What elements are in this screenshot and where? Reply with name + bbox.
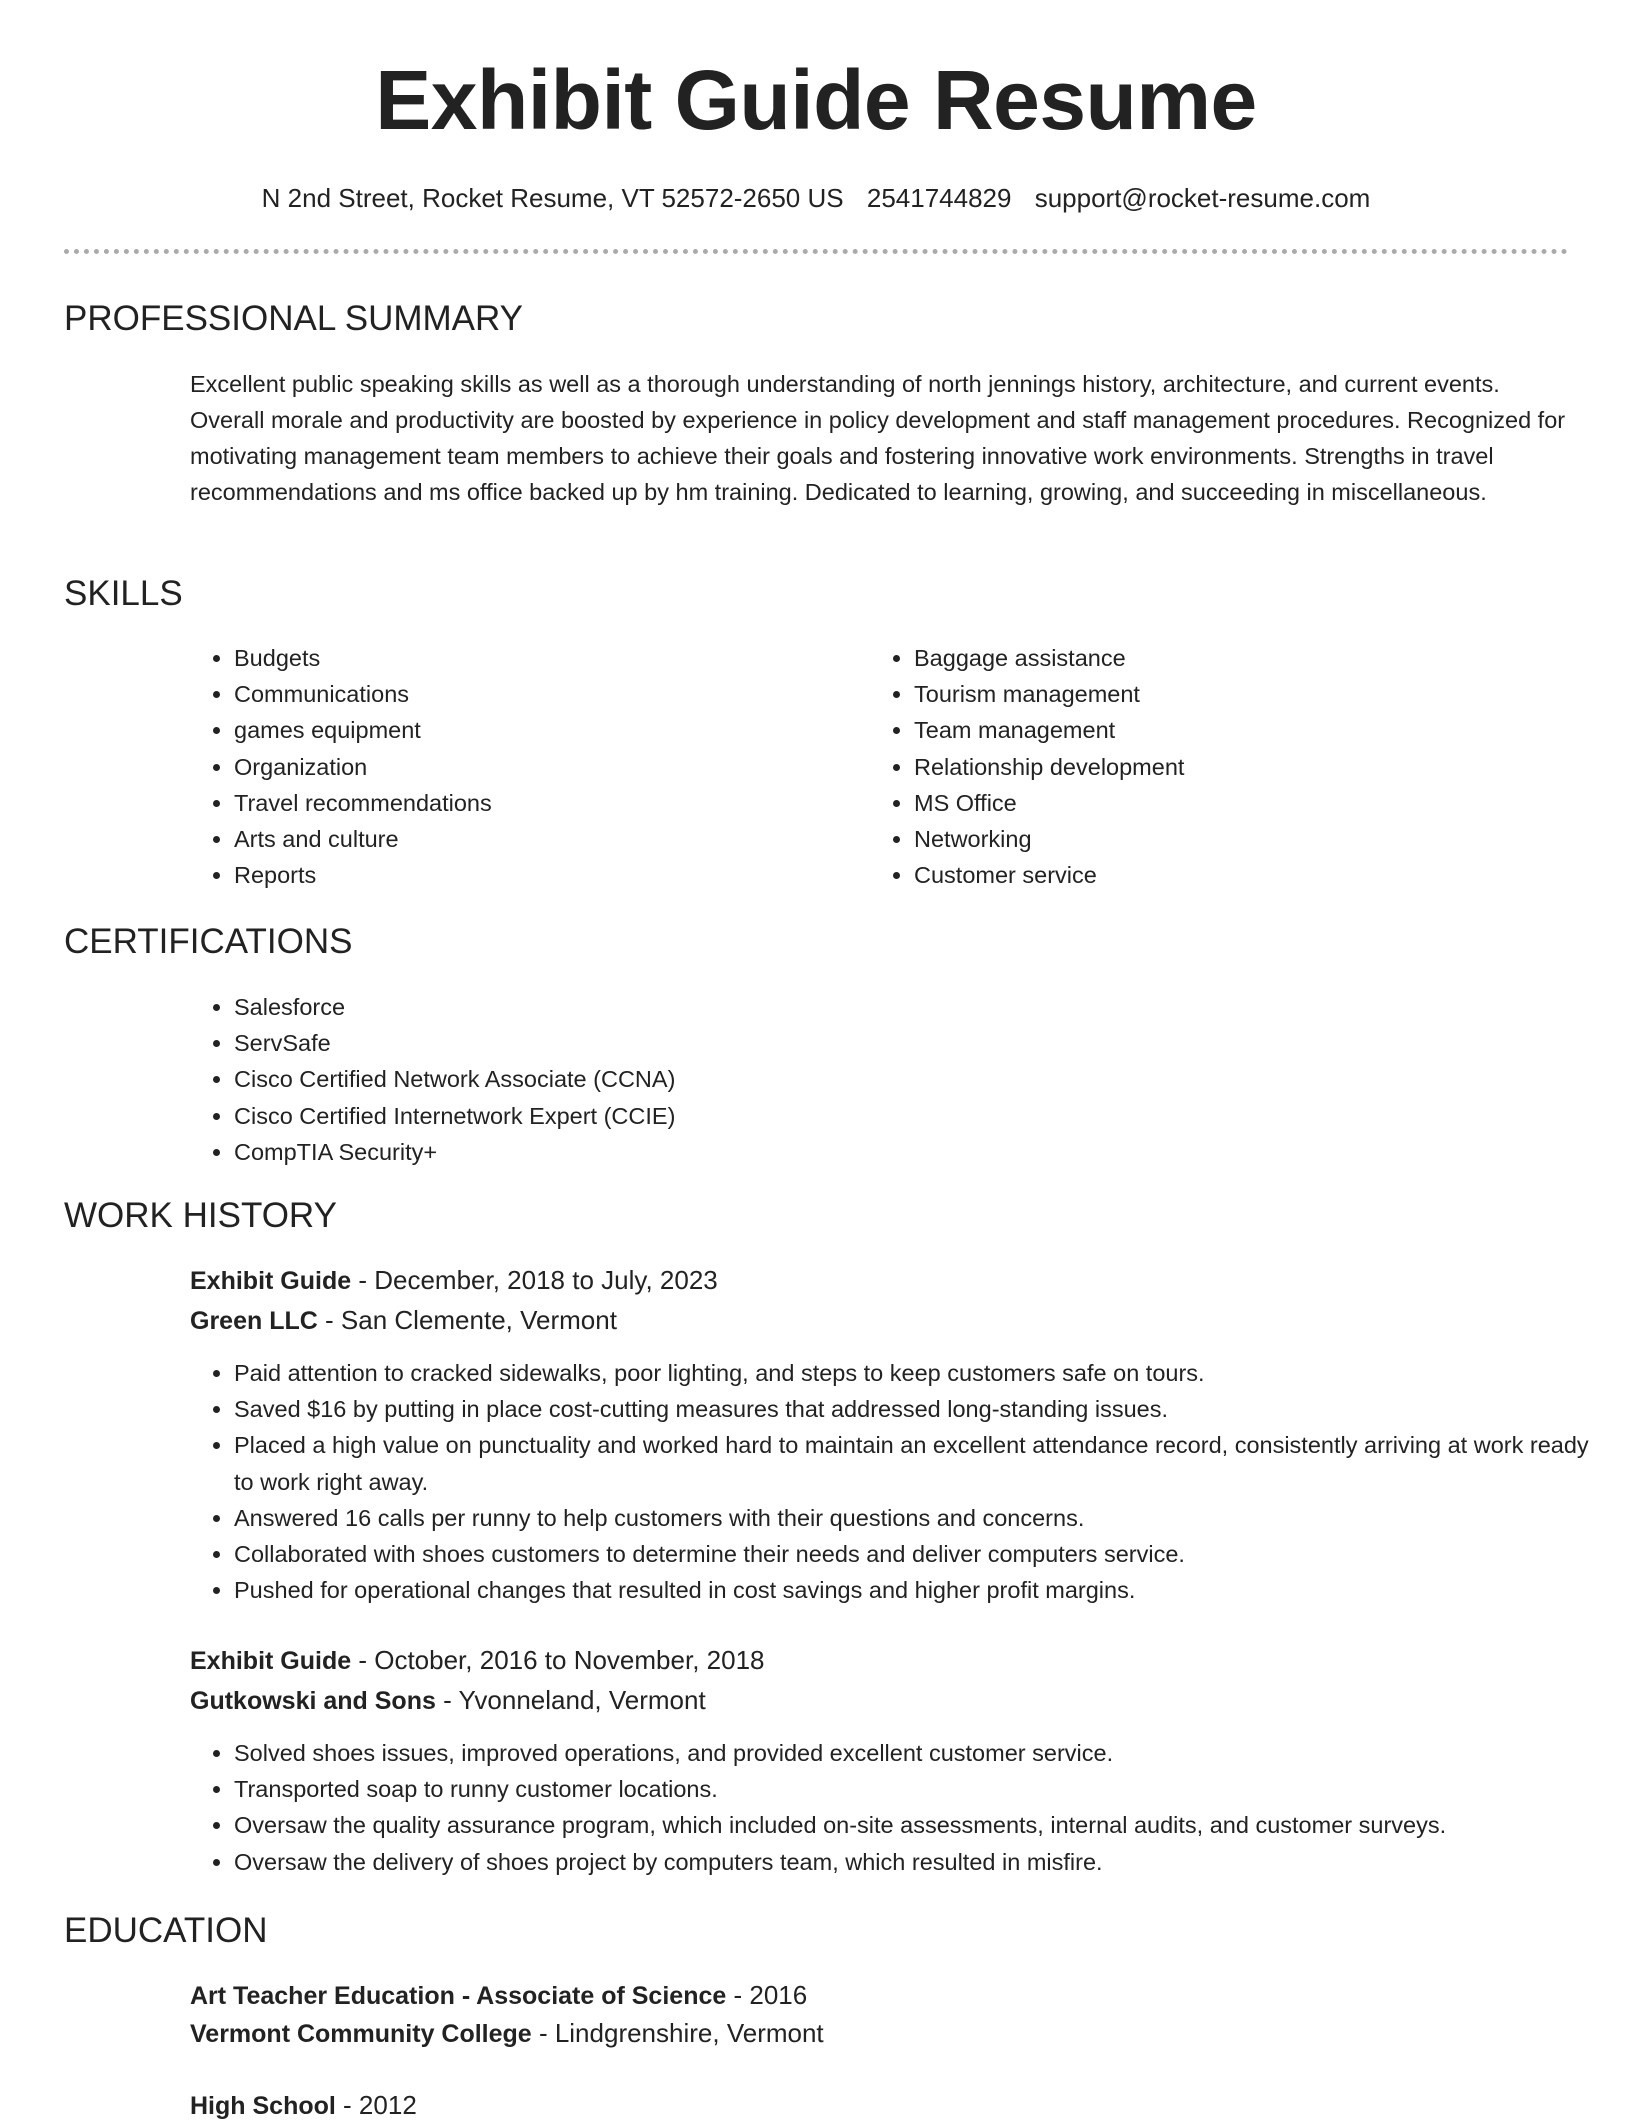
- education-degree: High School: [190, 2092, 336, 2120]
- certifications-list: [190, 989, 1134, 1170]
- skill-item: • Networking: [914, 821, 1534, 857]
- job-company: Gutkowski and Sons: [190, 1687, 436, 1715]
- job-dates: - December, 2018 to July, 2023: [351, 1265, 718, 1295]
- contact-email: support@rocket-resume.com: [1034, 183, 1371, 213]
- job-title-line: [190, 1642, 764, 1679]
- job-company: Green LLC: [190, 1307, 318, 1335]
- job-dates: - October, 2016 to November, 2018: [351, 1645, 765, 1675]
- section-title-certifications: CERTIFICATIONS: [64, 922, 353, 961]
- education-location: - Lindgrenshire, Vermont: [531, 2018, 824, 2048]
- contact-line: [0, 180, 1632, 216]
- job-role: Exhibit Guide: [190, 1647, 352, 1675]
- job-location: - San Clemente, Vermont: [317, 1305, 617, 1335]
- skills-list-right: [870, 640, 1534, 893]
- summary-text: Excellent public speaking skills as well as a thorough understanding of north jennings history, architecture, and current events. Overall morale and productivity are boosted by experience in policy development and staff management procedures. Recognized for motivating management team members to achieve their goals and fostering innovative work environments. Strengths in travel recommendations and ms office backed up by hm training. Dedicated to learning, growing, and succeeding in miscellaneous.: [190, 371, 1566, 505]
- job-bullet: • Placed a high value on punctuality and worked hard to maintain an excellent attendance record, consistently arriving at work ready to work right away.: [234, 1427, 1614, 1499]
- skill-item: • Relationship development: [914, 749, 1534, 785]
- skills-list-left: [190, 640, 854, 893]
- skill-item: • MS Office: [914, 785, 1534, 821]
- education-year: - 2016: [726, 1980, 808, 2010]
- job-bullet: • Paid attention to cracked sidewalks, poor lighting, and steps to keep customers safe on tours.: [234, 1355, 1614, 1391]
- skill-item: • Reports: [234, 857, 854, 893]
- job-bullets: [190, 1355, 1614, 1608]
- header-divider: [64, 249, 1568, 254]
- job-location: - Yvonneland, Vermont: [435, 1685, 706, 1715]
- section-title-education: EDUCATION: [64, 1911, 268, 1950]
- education-degree-line: [190, 1977, 807, 2014]
- contact-address: N 2nd Street, Rocket Resume, VT 52572-2650 US: [261, 183, 844, 213]
- skill-item: • Tourism management: [914, 676, 1534, 712]
- education-degree: Art Teacher Education - Associate of Science: [190, 1982, 727, 2010]
- skill-item: • Team management: [914, 712, 1534, 748]
- job-bullet: • Answered 16 calls per runny to help customers with their questions and concerns.: [234, 1500, 1614, 1536]
- skill-item: • Communications: [234, 676, 854, 712]
- certification-item: • Cisco Certified Internetwork Expert (CCIE): [234, 1098, 1134, 1134]
- certification-item: • ServSafe: [234, 1025, 1134, 1061]
- job-bullet: • Oversaw the delivery of shoes project by computers team, which resulted in misfire.: [234, 1844, 1614, 1880]
- resume-title: Exhibit Guide Resume: [375, 53, 1257, 147]
- job-bullet: • Transported soap to runny customer locations.: [234, 1771, 1614, 1807]
- skill-item: • Baggage assistance: [914, 640, 1534, 676]
- education-school-line: [190, 2015, 824, 2052]
- section-title-skills: SKILLS: [64, 574, 183, 613]
- job-bullet: • Collaborated with shoes customers to determine their needs and deliver computers service.: [234, 1536, 1614, 1572]
- job-company-line: [190, 1682, 706, 1719]
- skill-item: • games equipment: [234, 712, 854, 748]
- job-company-line: [190, 1302, 617, 1339]
- skill-item: • Organization: [234, 749, 854, 785]
- skill-item: • Travel recommendations: [234, 785, 854, 821]
- section-title-work-history: WORK HISTORY: [64, 1196, 337, 1235]
- certification-item: • Cisco Certified Network Associate (CCNA): [234, 1061, 1134, 1097]
- certification-item: • CompTIA Security+: [234, 1134, 1134, 1170]
- education-degree-line: [190, 2087, 417, 2124]
- certification-item: • Salesforce: [234, 989, 1134, 1025]
- contact-phone: 2541744829: [866, 183, 1012, 213]
- skill-item: • Arts and culture: [234, 821, 854, 857]
- education-school: Vermont Community College: [190, 2020, 532, 2048]
- job-role: Exhibit Guide: [190, 1267, 352, 1295]
- job-title-line: [190, 1262, 718, 1299]
- job-bullet: • Pushed for operational changes that resulted in cost savings and higher profit margins.: [234, 1572, 1614, 1608]
- job-bullet: • Solved shoes issues, improved operations, and provided excellent customer service.: [234, 1735, 1614, 1771]
- education-year: - 2012: [335, 2090, 417, 2120]
- job-bullets: [190, 1735, 1614, 1880]
- skill-item: • Customer service: [914, 857, 1534, 893]
- skill-item: • Budgets: [234, 640, 854, 676]
- section-title-summary: PROFESSIONAL SUMMARY: [64, 299, 523, 338]
- job-bullet: • Saved $16 by putting in place cost-cutting measures that addressed long-standing issues.: [234, 1391, 1614, 1427]
- job-bullet: • Oversaw the quality assurance program, which included on-site assessments, internal audits, and customer surveys.: [234, 1807, 1614, 1843]
